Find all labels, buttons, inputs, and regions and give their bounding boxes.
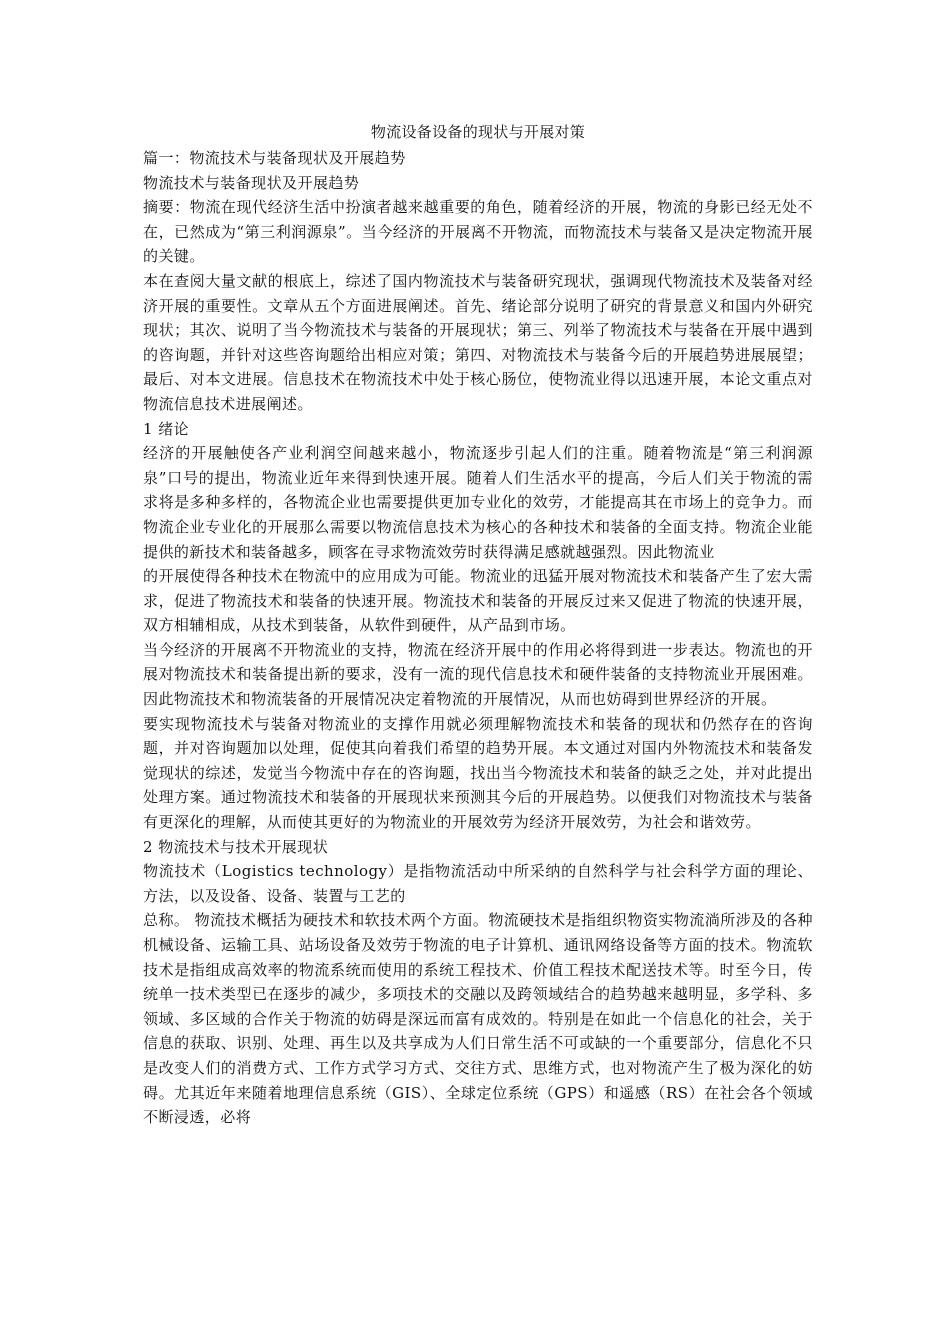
body-paragraph: 的开展使得各种技术在物流中的应用成为可能。物流业的迅猛开展对物流技术和装备产生了宏大需求，促进了物流技术和装备的快速开展。物流技术和装备的开展反过来又促进了物流的快速开展，双方相辅相成，从技术到装备，从软件到硬件，从产品到市场。 — [143, 567, 813, 635]
body-paragraph: 总称。 物流技术概括为硬技术和软技术两个方面。物流硬技术是指组织物资实物流淌所涉及的各种机械设备、运输工具、站场设备及效劳于物流的电子计算机、通讯网络设备等方面的技术。物流软技术是指组成高效率的物流系统而使用的系统工程技术、价值工程技术配送技术等。时至今日，传统单一技术类型已在逐步的减少，多项技术的交融以及跨领域结合的趋势越来越明显，多学科、多领域、多区域的合作关于物流的妨碍是深远而富有成效的。特别是在如此一个信息化的社会，关于信息的获取、识别、处理、再生以及共享成为人们日常生活不可或缺的一个重要部分，信息化不只是改变人们的消费方式、工作方式学习方式、交往方式、思维方式，也对物流产生了极为深化的妨碍。尤其近年来随着地理信息系统（GIS）、全球定位系统（GPS）和遥感（RS）在社会各个领域不断浸透，必将 — [143, 911, 813, 1127]
section-heading: 篇一：物流技术与装备现状及开展趋势 — [143, 149, 406, 167]
section-heading: 物流技术与装备现状及开展趋势 — [143, 173, 360, 192]
document-title: 物流设备设备的现状与开展对策 — [370, 123, 586, 141]
body-paragraph: 经济的开展触使各产业利润空间越来越小，物流逐步引起人们的注重。随着物流是“第三利润源泉”口号的提出，物流业近年来得到快速开展。随着人们生活水平的提高，今后人们关于物流的需求将是多种多样的，各物流企业也需要提供更加专业化的效劳，才能提高其在市场上的竞争力。而物流企业专业化的开展那么需要以物流信息技术为核心的各种技术和装备的全面支持。物流企业能提供的新技术和装备越多，顾客在寻求物流效劳时获得满足感就越强烈。因此物流业 — [143, 444, 813, 561]
section-heading: 1 绪论 — [143, 419, 190, 438]
section-heading: 2 物流技术与技术开展现状 — [143, 837, 329, 856]
body-paragraph: 要实现物流技术与装备对物流业的支撑作用就必须理解物流技术和装备的现状和仍然存在的咨询题，并对咨询题加以处理，促使其向着我们希望的趋势开展。本文通过对国内外物流技术和装备发觉现状的综述，发觉当今物流中存在的咨询题，找出当今物流技术和装备的缺乏之处，并对此提出处理方案。通过物流技术和装备的开展现状来预测其今后的开展趋势。以便我们对物流技术与装备有更深化的理解，从而使其更好的为物流业的开展效劳为经济开展效劳，为社会和谐效劳。 — [143, 714, 813, 832]
body-paragraph: 物流技术（Logistics technology）是指物流活动中所采纳的自然科学与社会科学方面的理论、方法，以及设备、设备、装置与工艺的 — [143, 862, 813, 905]
document-body — [143, 146, 813, 1130]
body-paragraph: 本在查阅大量文献的根底上，综述了国内物流技术与装备研究现状，强调现代物流技术及装备对经济开展的重要性。文章从五个方面进展阐述。首先、绪论部分说明了研究的背景意义和国内外研究现状；其次、说明了当今物流技术与装备的开展现状；第三、列举了物流技术与装备在开展中遇到的咨询题，并针对这些咨询题给出相应对策；第四、对物流技术与装备今后的开展趋势进展展望；最后、对本文进展。信息技术在物流技术中处于核心肠位，使物流业得以迅速开展，本论文重点对物流信息技术进展阐述。 — [143, 271, 813, 413]
body-paragraph: 当今经济的开展离不开物流业的支持，物流在经济开展中的作用必将得到进一步表达。物流也的开展对物流技术和装备提出新的要求，没有一流的现代信息技术和硬件装备的支持物流业开展困难。因此物流技术和物流装备的开展情况决定着物流的开展情况，从而也妨碍到世界经济的开展。 — [143, 640, 813, 709]
body-paragraph: 摘要：物流在现代经济生活中扮演者越来越重要的角色，随着经济的开展，物流的身影已经无处不在，已然成为“第三利润源泉”。当今经济的开展离不开物流，而物流技术与装备又是决定物流开展的关键。 — [143, 198, 813, 266]
document-page — [143, 120, 813, 1130]
